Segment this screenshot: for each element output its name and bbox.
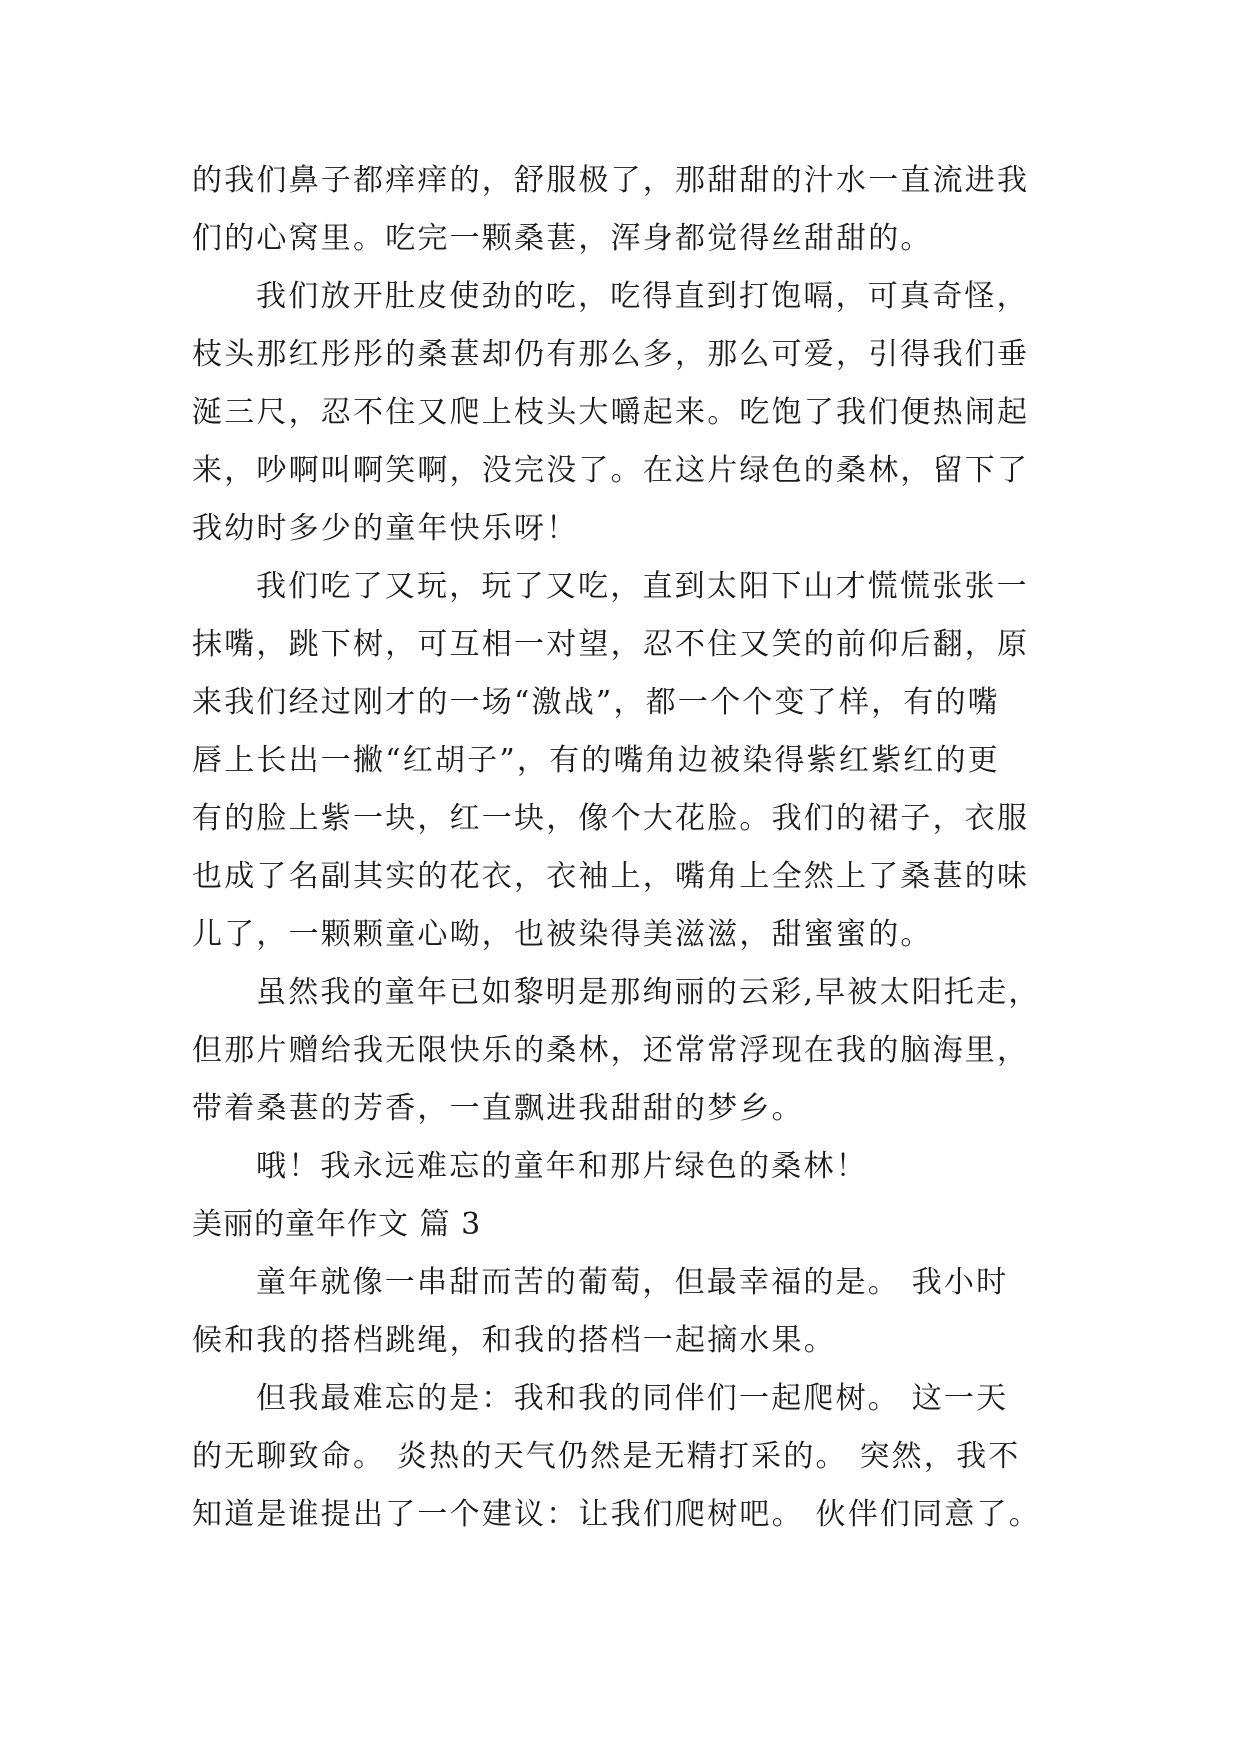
text-line: 来我们经过刚才的一场“激战”，都一个个变了样，有的嘴 xyxy=(192,685,1000,720)
text-line: 我们吃了又玩，玩了又吃，直到太阳下山才慌慌张张一 xyxy=(256,569,1029,604)
text-line: 们的心窝里。吃完一颗桑葚，浑身都觉得丝甜甜的。 xyxy=(192,221,933,256)
text-line: 我幼时多少的童年快乐呀！ xyxy=(192,511,579,546)
text-line: 哦！我永远难忘的童年和那片绿色的桑林！ xyxy=(256,1149,868,1184)
text-line: 但那片赠给我无限快乐的桑林，还常常浮现在我的脑海里， xyxy=(192,1033,1030,1068)
text-line: 也成了名副其实的花衣，衣袖上，嘴角上全然上了桑葚的味 xyxy=(192,859,1030,894)
text-line: 童年就像一串甜而苦的葡萄，但最幸福的是。 我小时 xyxy=(256,1265,1009,1300)
text-line: 涎三尺，忍不住又爬上枝头大嚼起来。吃饱了我们便热闹起 xyxy=(192,395,1030,430)
section-heading: 美丽的童年作文 篇 3 xyxy=(192,1207,482,1242)
text-line: 来，吵啊叫啊笑啊，没完没了。在这片绿色的桑林，留下了 xyxy=(192,453,1030,488)
text-line: 枝头那红彤彤的桑葚却仍有那么多，那么可爱，引得我们垂 xyxy=(192,337,1030,372)
text-line: 知道是谁提出了一个建议：让我们爬树吧。 伙伴们同意了。 xyxy=(192,1497,1041,1532)
text-line: 但我最难忘的是：我和我的同伴们一起爬树。 这一天 xyxy=(256,1381,1009,1416)
text-line: 儿了，一颗颗童心呦，也被染得美滋滋，甜蜜蜜的。 xyxy=(192,917,933,952)
document-page xyxy=(192,152,1072,1544)
text-line: 带着桑葚的芳香，一直飘进我甜甜的梦乡。 xyxy=(192,1091,804,1126)
document-body xyxy=(192,152,1072,1544)
text-line: 抹嘴，跳下树，可互相一对望，忍不住又笑的前仰后翻，原 xyxy=(192,627,1030,662)
text-line: 的无聊致命。 炎热的天气仍然是无精打采的。 突然，我不 xyxy=(192,1439,1021,1474)
text-line: 有的脸上紫一块，红一块，像个大花脸。我们的裙子，衣服 xyxy=(192,801,1030,836)
text-line: 我们放开肚皮使劲的吃，吃得直到打饱嗝，可真奇怪， xyxy=(256,279,1029,314)
text-line: 候和我的搭档跳绳，和我的搭档一起摘水果。 xyxy=(192,1323,836,1358)
text-line: 的我们鼻子都痒痒的，舒服极了，那甜甜的汁水一直流进我 xyxy=(192,163,1030,198)
text-line: 虽然我的童年已如黎明是那绚丽的云彩,早被太阳托走， xyxy=(256,975,1041,1010)
text-line: 唇上长出一撇“红胡子”，有的嘴角边被染得紫红紫红的更 xyxy=(192,743,1000,778)
